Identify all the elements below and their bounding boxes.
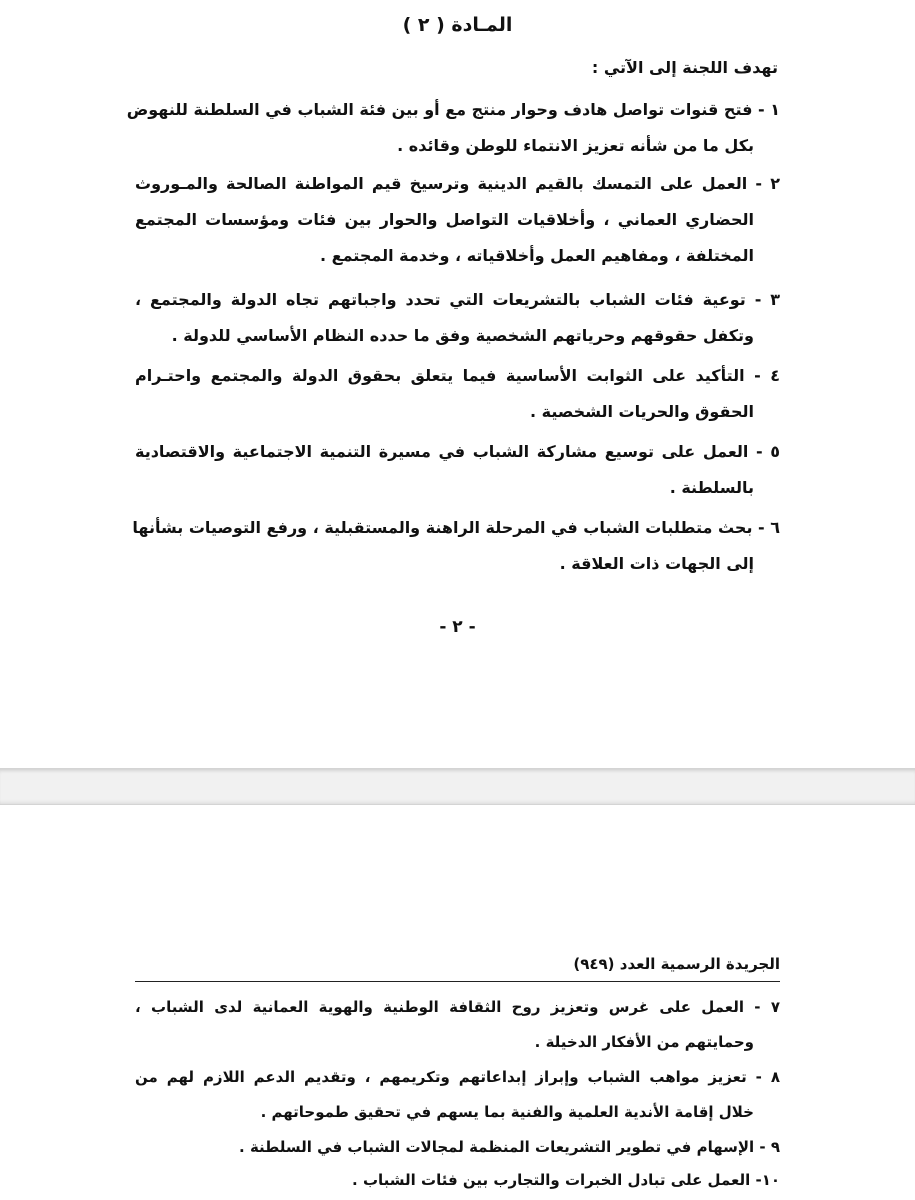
list-item: [132, 510, 780, 582]
item-line: الحقوق والحريات الشخصية .: [530, 402, 754, 421]
list-item: [135, 1130, 780, 1165]
list-item: [135, 990, 780, 1060]
item-line: بالسلطنة .: [669, 478, 754, 497]
item-line: ٣ - توعية فئات الشباب بالتشريعات التي تحدد واجباتهم تجاه الدولة والمجتمع ،: [135, 290, 780, 309]
list-item: [135, 358, 780, 430]
item-line: ٧ - العمل على غرس وتعزيز روح الثقافة الوطنية والهوية العمانية لدى الشباب ،: [135, 998, 780, 1016]
list-item: [135, 166, 780, 274]
list-item: [135, 282, 780, 354]
item-line: وتكفل حقوقهم وحرياتهم الشخصية وفق ما حدده النظام الأساسي للدولة .: [171, 326, 754, 345]
item-line: ١٠- العمل على تبادل الخبرات والتجارب بين فئات الشباب .: [352, 1171, 780, 1189]
item-line: بكل ما من شأنه تعزيز الانتماء للوطن وقائده .: [397, 136, 754, 155]
page-number: - ٢ -: [439, 617, 476, 637]
item-line: ١ - فتح قنوات تواصل هادف وحوار منتج مع أو بين فئة الشباب في السلطنة للنهوض: [126, 100, 780, 119]
list-item: [135, 1060, 780, 1130]
gazette-header: الجريدة الرسمية العدد (٩٤٩): [135, 955, 780, 982]
list-item: [135, 434, 780, 506]
item-line: إلى الجهات ذات العلاقة .: [559, 554, 754, 573]
item-line: الحضاري العماني ، وأخلاقيات التواصل والحوار بين فئات ومؤسسات المجتمع: [135, 210, 754, 229]
item-line: ٤ - التأكيد على الثوابت الأساسية فيما يتعلق بحقوق الدولة والمجتمع واحتـرام: [135, 366, 780, 385]
list-item: [135, 1163, 780, 1198]
item-line: خلال إقامة الأندية العلمية والفنية بما يسهم في تحقيق طموحاتهم .: [260, 1103, 754, 1121]
item-line: ٨ - تعزيز مواهب الشباب وإبراز إبداعاتهم وتكريمهم ، وتقديم الدعم اللازم لهم من: [135, 1068, 780, 1086]
item-line: ٢ - العمل على التمسك بالقيم الدينية وترسيخ قيم المواطنة الصالحة والمـوروث: [135, 174, 780, 193]
item-line: ٥ - العمل على توسيع مشاركة الشباب في مسيرة التنمية الاجتماعية والاقتصادية: [135, 442, 780, 461]
item-line: ٦ - بحث متطلبات الشباب في المرحلة الراهنة والمستقبلية ، ورفع التوصيات بشأنها: [132, 518, 780, 537]
page-separator: [0, 768, 915, 805]
item-line: ٩ - الإسهام في تطوير التشريعات المنظمة لمجالات الشباب في السلطنة .: [239, 1138, 780, 1156]
article-intro: تهدف اللجنة إلى الآتي :: [591, 58, 778, 77]
item-line: المختلفة ، ومفاهيم العمل وأخلاقياته ، وخدمة المجتمع .: [319, 246, 754, 265]
list-item: [126, 92, 780, 164]
article-title: المـادة ( ٢ ): [402, 14, 513, 36]
item-line: وحمايتهم من الأفكار الدخيلة .: [534, 1033, 754, 1051]
